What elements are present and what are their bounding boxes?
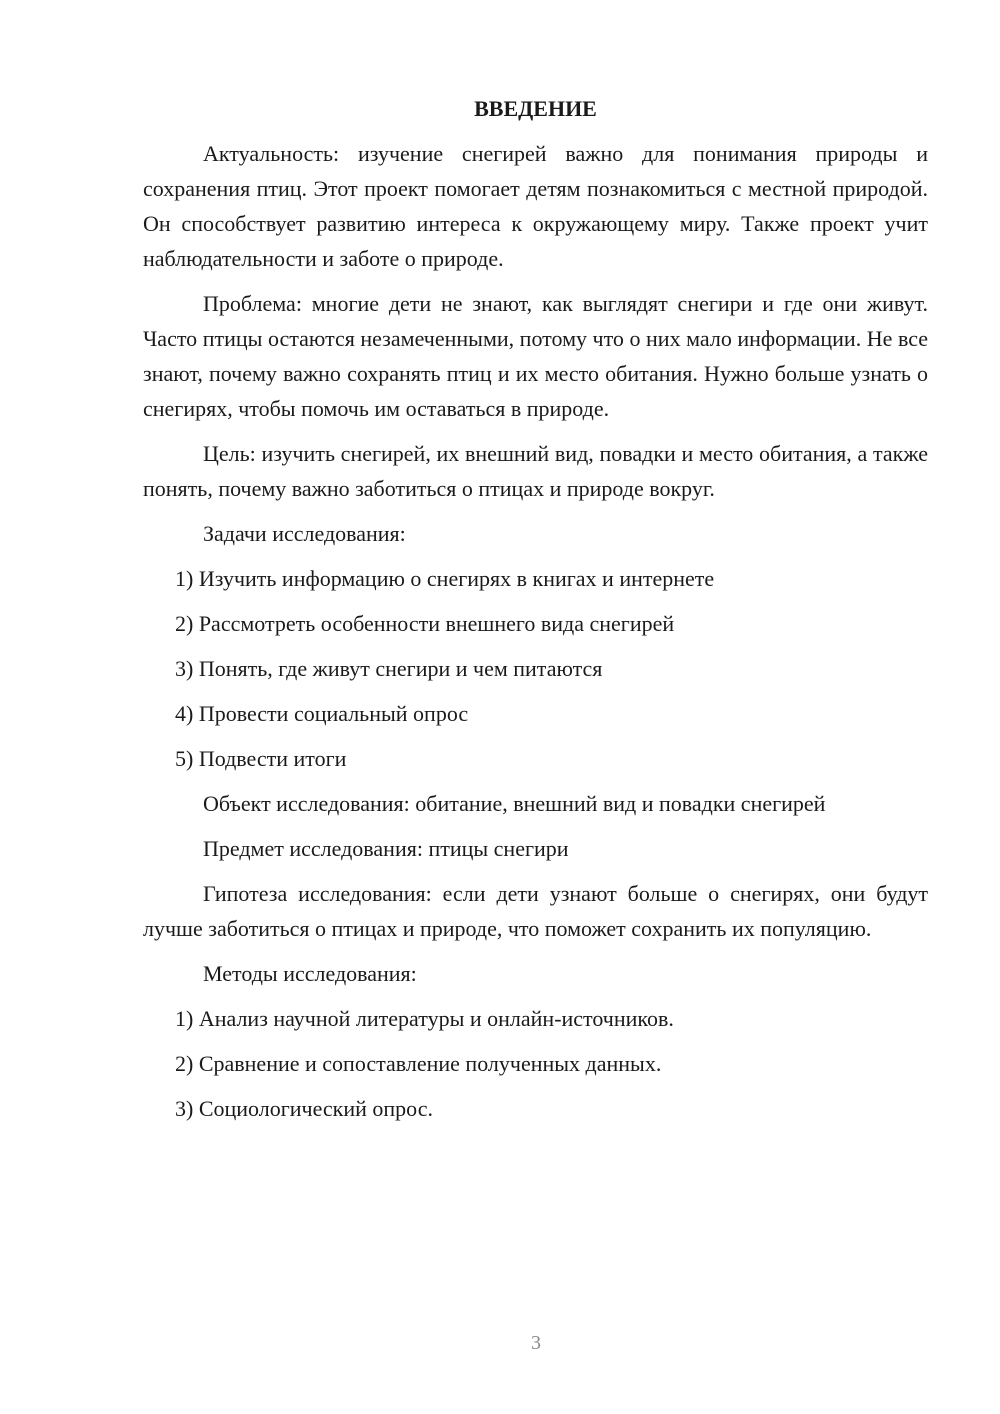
hypothesis-paragraph: Гипотеза исследования: если дети узнают больше о снегирях, они будут лучше заботиться о птицах и природе, что поможет сохранить их популяцию.	[143, 881, 928, 941]
section-title: ВВЕДЕНИЕ	[474, 96, 597, 121]
list-item: 2) Сравнение и сопоставление полученных данных.	[175, 1051, 662, 1076]
tasks-heading: Задачи исследования:	[203, 521, 406, 546]
list-item: 2) Рассмотреть особенности внешнего вида снегирей	[175, 611, 675, 636]
relevance-paragraph: Актуальность: изучение снегирей важно для понимания природы и сохранения птиц. Этот проект помогает детям познакомиться с местной природой. Он способствует развитию интереса к окружающему миру. Также проект учит наблюдательности и заботе о природе.	[143, 141, 928, 271]
page-content	[143, 94, 928, 1136]
methods-heading: Методы исследования:	[203, 961, 417, 986]
list-item: 5) Подвести итоги	[175, 746, 347, 771]
list-item: 3) Социологический опрос.	[175, 1096, 433, 1121]
list-item: 1) Изучить информацию о снегирях в книгах и интернете	[175, 566, 715, 591]
page-number: 3	[531, 1332, 541, 1354]
list-item: 4) Провести социальный опрос	[175, 701, 469, 726]
goal-paragraph: Цель: изучить снегирей, их внешний вид, повадки и место обитания, а также понять, почему важно заботиться о птицах и природе вокруг.	[143, 441, 928, 501]
tasks-list	[143, 561, 928, 776]
list-item: 1) Анализ научной литературы и онлайн-источников.	[175, 1006, 674, 1031]
problem-paragraph: Проблема: многие дети не знают, как выглядят снегири и где они живут. Часто птицы остаются незамеченными, потому что о них мало информации. Не все знают, почему важно сохранять птиц и их место обитания. Нужно больше узнать о снегирях, чтобы помочь им оставаться в природе.	[143, 291, 928, 421]
list-item: 3) Понять, где живут снегири и чем питаются	[175, 656, 603, 681]
methods-list	[143, 1001, 928, 1126]
research-subject: Предмет исследования: птицы снегири	[203, 836, 569, 861]
research-object: Объект исследования: обитание, внешний вид и повадки снегирей	[203, 791, 826, 816]
